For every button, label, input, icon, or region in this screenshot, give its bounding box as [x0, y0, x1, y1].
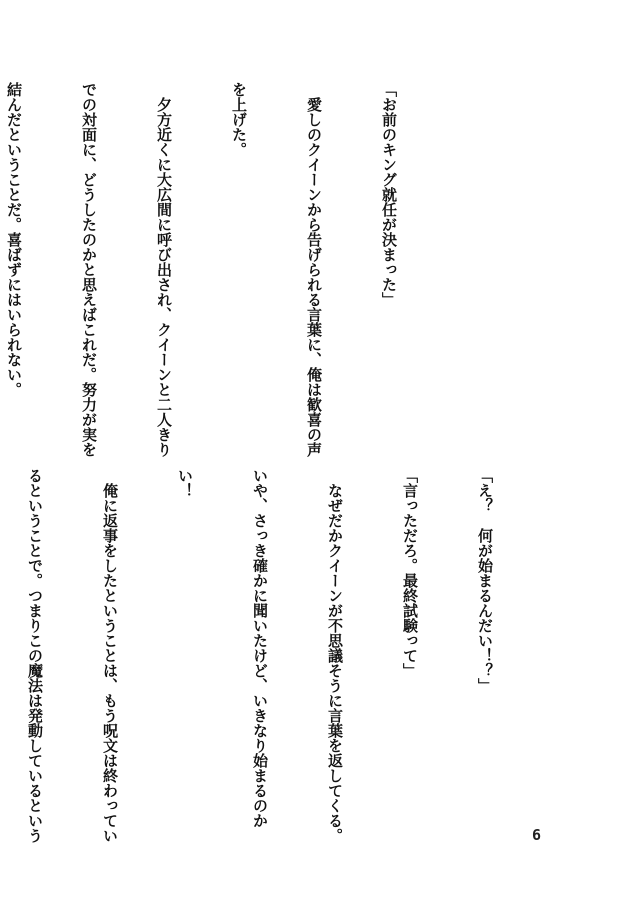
text-line: 俺に返事をしたということは、もう呪文は終わってい	[101, 468, 119, 843]
text-line: 愛しのクイーンから告げられる言葉に、俺は歓喜の声	[305, 82, 323, 457]
text-line: を上げた。	[230, 82, 248, 157]
text-line: での対面に、どうしたのかと思えばこれだ。努力が実を	[80, 82, 98, 457]
text-line: 夕方近くに大広間に呼び出され、クイーンと二人きり	[155, 82, 173, 457]
text-line: 結んだということだ。喜ばずにはいられない。	[5, 82, 23, 397]
text-line: なぜだかクイーンが不思議そうに言葉を返してくる。	[326, 468, 344, 843]
text-line: い！	[176, 468, 194, 498]
text-line: 「言っただろ。最終試験って」	[401, 468, 419, 678]
upper-text-block	[5, 82, 451, 457]
text-line: 「え？ 何が始まるんだい！？」	[476, 468, 494, 693]
text-line: るということで。つまりこの魔法は発動しているという	[26, 468, 44, 843]
text-line: 「お前のキング就任が決まった」	[380, 82, 398, 307]
page-number: 6	[532, 826, 542, 844]
text-line: いや、さっき確かに聞いたけど、いきなり始まるのか	[251, 468, 269, 828]
lower-text-block	[26, 468, 547, 843]
